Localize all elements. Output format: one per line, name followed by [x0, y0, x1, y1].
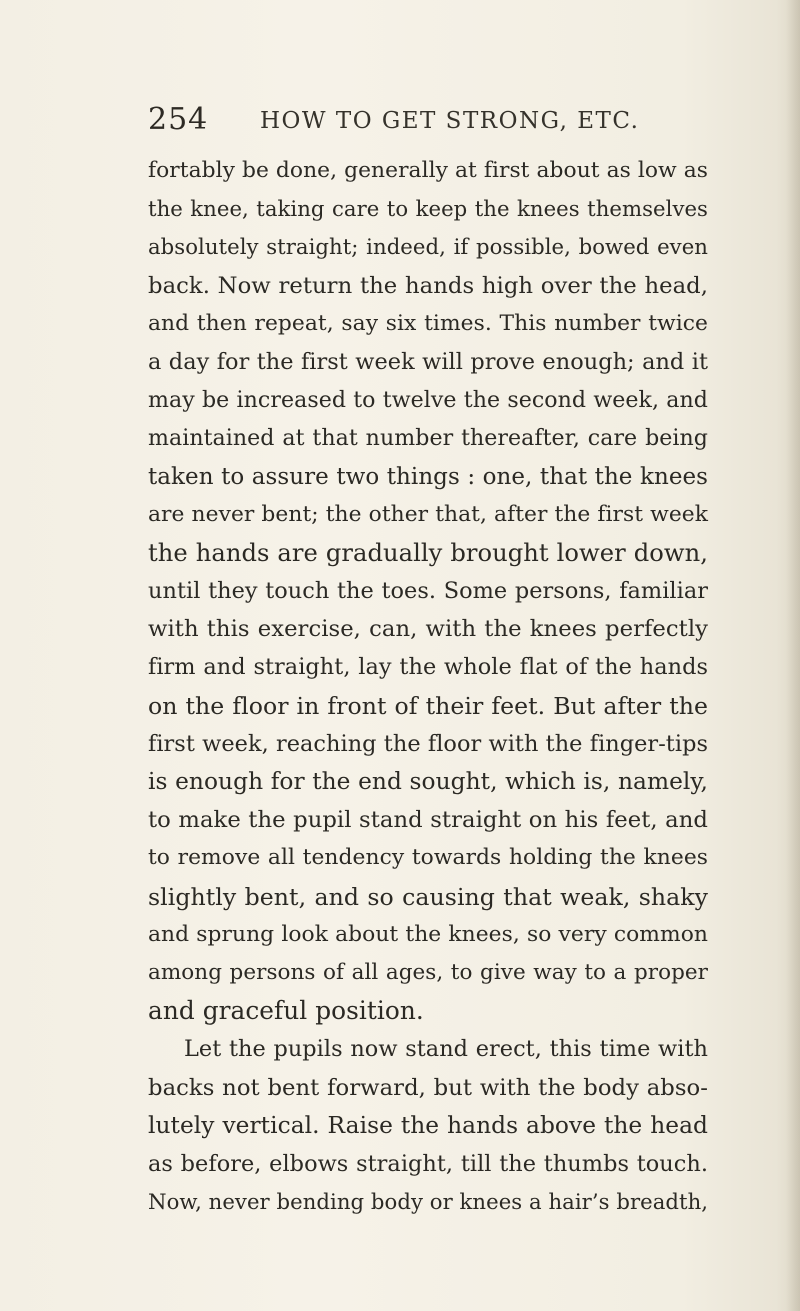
text-line: maintained at that number thereafter, care being	[148, 425, 708, 452]
text-line: and graceful position.	[148, 996, 424, 1026]
text-line: as before, elbows straight, till the thumbs touch.	[148, 1150, 708, 1177]
text-line: taken to assure two things : one, that the knees	[148, 463, 708, 490]
text-line: Now, never bending body or knees a hair’s breadth,	[148, 1189, 709, 1215]
text-line: slightly bent, and so causing that weak, shaky	[148, 882, 708, 911]
text-line: to make the pupil stand straight on his feet, and	[148, 807, 708, 834]
text-line: are never bent; the other that, after the first week	[148, 501, 708, 527]
page-edge-shadow	[786, 0, 800, 1311]
text-line: lutely vertical. Raise the hands above the head	[148, 1111, 708, 1139]
text-line: among persons of all ages, to give way to a proper	[148, 959, 708, 985]
text-line: first week, reaching the floor with the finger-tips	[148, 730, 708, 757]
page-header	[148, 102, 708, 142]
text-line: on the floor in front of their feet. But after the	[148, 691, 708, 720]
running-head: HOW TO GET STRONG, ETC.	[260, 108, 640, 134]
body-text	[148, 152, 708, 1221]
text-line: the knee, taking care to keep the knees themselves	[148, 196, 708, 222]
text-line: firm and straight, lay the whole flat of the hands	[148, 654, 708, 681]
text-line: backs not bent forward, but with the body abso-	[148, 1074, 708, 1101]
text-line: back. Now return the hands high over the head,	[148, 272, 708, 299]
text-line: with this exercise, can, with the knees perfectly	[148, 616, 708, 643]
text-line: to remove all tendency towards holding the knees	[148, 845, 708, 871]
text-line: the hands are gradually brought lower down,	[148, 538, 708, 567]
text-line: fortably be done, generally at first about as low as	[148, 158, 708, 183]
text-line: and sprung look about the knees, so very common	[148, 921, 708, 947]
text-line: absolutely straight; indeed, if possible, bowed even	[148, 234, 708, 260]
text-line: is enough for the end sought, which is, namely,	[148, 768, 708, 795]
text-line: may be increased to twelve the second week, and	[148, 387, 708, 414]
text-line: Let the pupils now stand erect, this time with	[184, 1036, 708, 1063]
text-line: a day for the first week will prove enough; and it	[148, 348, 708, 375]
page-number: 254	[148, 102, 209, 137]
text-line: and then repeat, say six times. This number twice	[148, 310, 708, 336]
text-line: until they touch the toes. Some persons, familiar	[148, 578, 708, 605]
